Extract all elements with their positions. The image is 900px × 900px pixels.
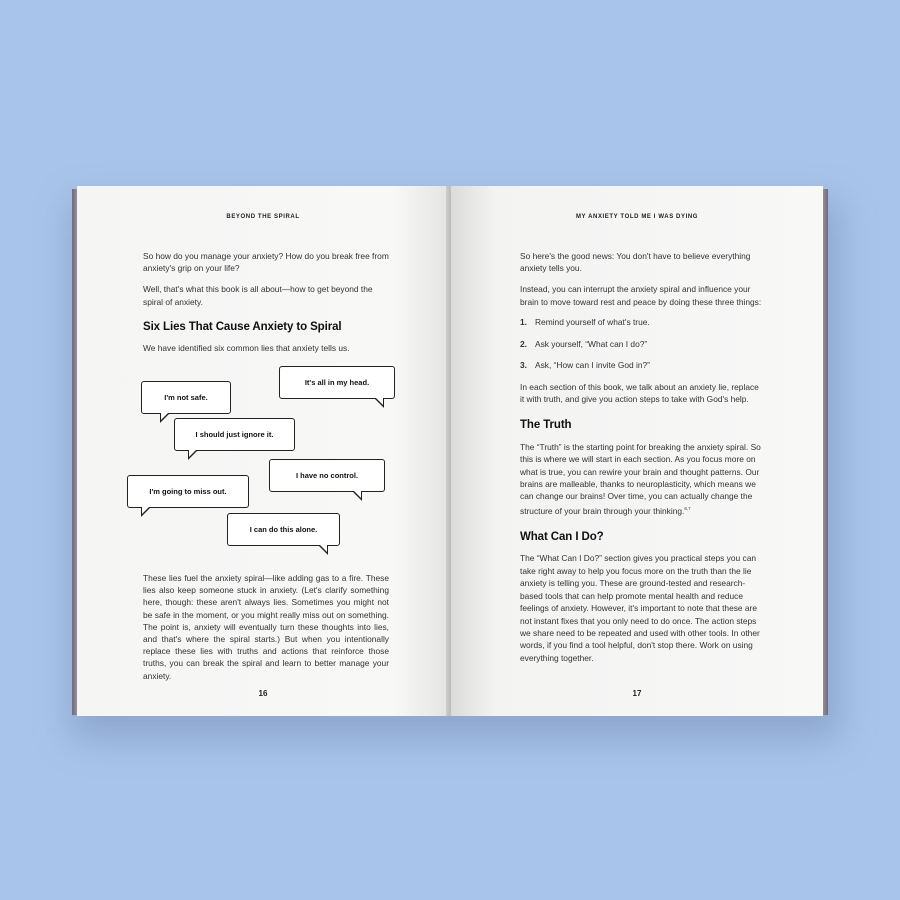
bubble-text: I'm going to miss out. — [149, 487, 227, 496]
page-number-left: 16 — [258, 689, 268, 698]
right-paragraph-4: The “Truth” is the starting point for breaking the anxiety spiral. So this is where we will start in each section. As you focus more on what is true, you can rewire your brain and thought patterns. Our brains are malleable, thanks to neuroplasticity, which means we can change our brains! Over time, you can actually change the structure of your brain through your thinking.$^{6,7}$ — [520, 441, 761, 516]
left-body-top — [143, 250, 389, 363]
bubble-text: I have no control. — [295, 471, 359, 480]
speech-bubble — [174, 418, 295, 451]
left-page — [77, 186, 449, 716]
right-body — [520, 250, 765, 673]
right-paragraph-3: In each section of this book, we talk about an anxiety lie, replace it with truth, and give you action steps to take with God's help. — [520, 381, 759, 405]
bubble-text: I should just ignore it. — [195, 430, 274, 439]
speech-bubble — [141, 381, 231, 414]
right-heading-truth: The Truth — [520, 419, 572, 432]
list-item: 3. Ask, “How can I invite God in?” — [520, 360, 650, 371]
left-paragraph-2: Well, that's what this book is all about—how to get beyond the spiral of anxiety. — [143, 284, 373, 307]
right-page — [451, 186, 823, 716]
bubble-tail — [319, 546, 328, 555]
bubble-tail — [188, 451, 197, 460]
left-paragraph-1: So how do you manage your anxiety? How do you break free from anxiety's grip on your life? — [143, 251, 389, 274]
bubble-tail — [375, 399, 384, 408]
running-head-right: MY ANXIETY TOLD ME I WAS DYING — [575, 214, 699, 220]
left-paragraph-3: These lies fuel the anxiety spiral—like adding gas to a fire. These lies also keep someone stuck in anxiety. (Let's clarify something here, though: these aren't always lies. Sometimes you might not be safe in the moment, or you might really miss out on something. The point is, anxiety will eventually turn these thoughts into lies, and that's where the spiral starts.) But when you intentionally replace these lies with truths and actions that reinforce those truths, you can break the spiral and learn to better manage your anxiety. — [143, 573, 389, 681]
speech-bubble — [127, 475, 249, 508]
bubble-tail — [141, 508, 150, 517]
footnote-ref: 6,7 — [684, 505, 691, 511]
right-paragraph-5: The “What Can I Do?” section gives you practical steps you can take right away to help you focus more on the truth than the lie anxiety is telling you. These are ground-tested and research-based tools that can help promote mental health and reduce feelings of anxiety. However, it's important to note that these are not instant fixes that you only need to do once. The action steps we share need to be repeated and used with other tools. In other words, if you find a tool helpful, don't stop there. Work on using everything together. — [520, 553, 760, 663]
list-item: 1. Remind yourself of what's true. — [520, 317, 650, 328]
right-heading-what-can-i-do: What Can I Do? — [520, 531, 604, 544]
action-list — [520, 316, 765, 371]
right-paragraph-2: Instead, you can interrupt the anxiety spiral and influence your brain to move toward rest and peace by doing these three things: — [520, 284, 762, 307]
open-book — [72, 186, 828, 716]
left-section-heading: Six Lies That Cause Anxiety to Spiral — [143, 321, 342, 334]
speech-bubble — [279, 366, 395, 399]
left-body-bottom — [143, 572, 389, 690]
left-intro: We have identified six common lies that anxiety tells us. — [143, 343, 350, 354]
speech-bubble — [269, 459, 385, 492]
bubble-text: I can do this alone. — [249, 525, 318, 534]
bubble-text: It's all in my head. — [304, 378, 370, 387]
running-head-left: BEYOND THE SPIRAL — [226, 214, 300, 220]
bubble-text: I'm not safe. — [164, 393, 208, 402]
bubble-tail — [353, 492, 362, 501]
right-paragraph-1: So here's the good news: You don't have to believe everything anxiety tells you. — [520, 251, 751, 274]
bubble-tail — [160, 414, 169, 423]
page-number-right: 17 — [632, 689, 642, 698]
speech-bubble — [227, 513, 340, 546]
list-item: 2. Ask yourself, “What can I do?” — [520, 338, 648, 349]
